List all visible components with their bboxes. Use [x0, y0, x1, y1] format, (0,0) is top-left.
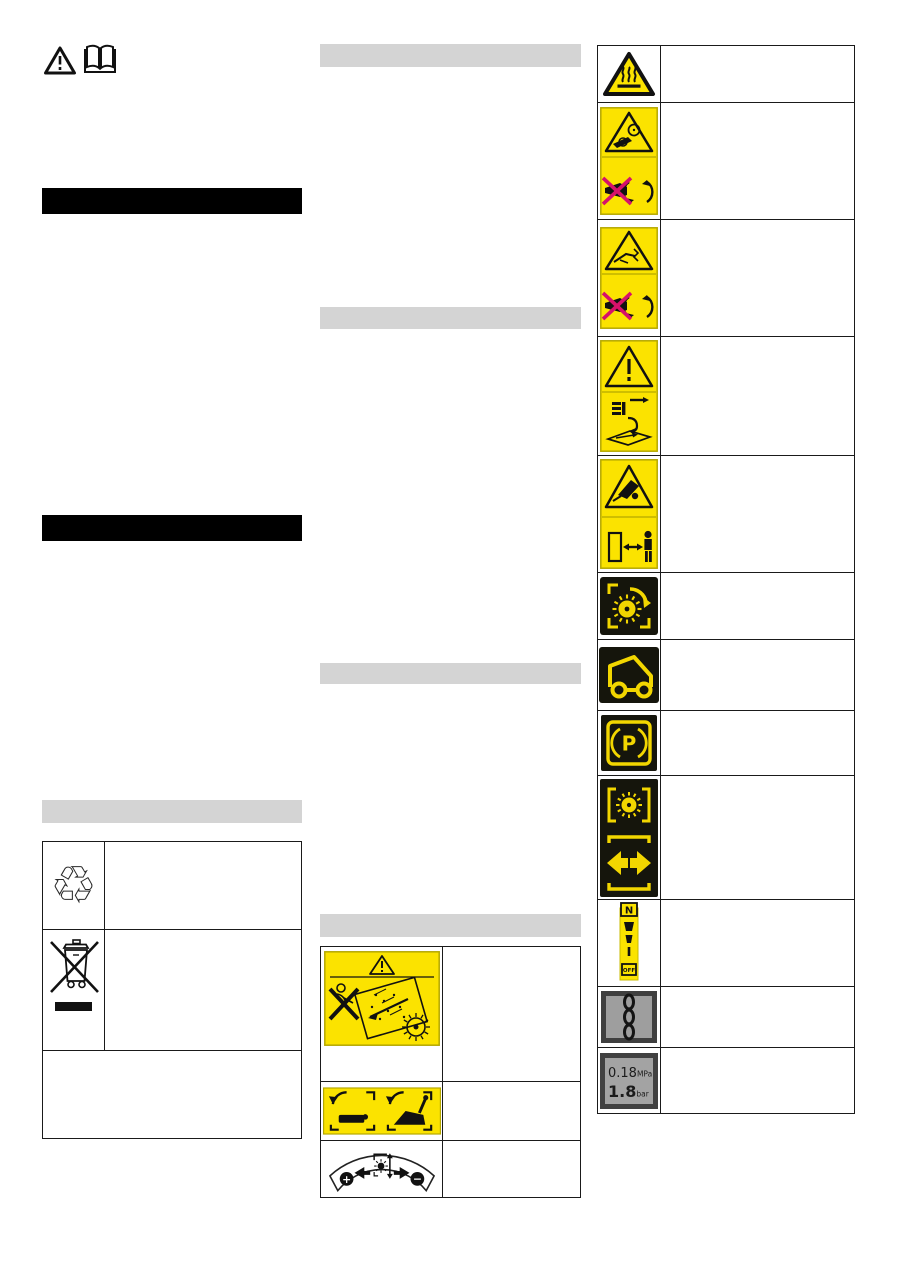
plus-label: +	[341, 1172, 351, 1186]
symbol-cell	[43, 930, 105, 1050]
black-bar-mark	[55, 1002, 92, 1011]
symbol-cell	[598, 456, 661, 572]
disposal-symbols-table	[42, 841, 302, 1139]
description-cell	[661, 640, 854, 710]
flying-debris-warning-sticker	[324, 951, 440, 1046]
subsection-heading-bar-gray-m1	[320, 44, 581, 67]
subsection-heading-bar-gray-m2	[320, 307, 581, 329]
hot-surface-warning-icon	[602, 51, 656, 98]
table-row	[598, 573, 854, 640]
symbol-cell	[598, 337, 661, 455]
symbol-cell	[598, 987, 661, 1047]
parking-brake-symbol-icon	[601, 715, 657, 771]
description-cell	[661, 987, 854, 1047]
pressure-mpa-unit: MPa	[636, 1069, 653, 1078]
off-label: OFF	[622, 968, 636, 974]
symbol-cell	[598, 900, 661, 986]
symbol-cell	[321, 1141, 443, 1197]
symbol-cell	[43, 842, 105, 929]
table-row	[598, 456, 854, 573]
subsection-heading-bar-gray-m3	[320, 663, 581, 684]
table-row	[598, 900, 854, 987]
table-row	[321, 947, 580, 1082]
machine-tilt-positions-sticker	[323, 1087, 441, 1135]
table-row	[321, 1082, 580, 1141]
description-cell	[443, 1141, 580, 1197]
symbol-cell	[598, 46, 661, 102]
table-row	[598, 776, 854, 900]
description-cell	[443, 1082, 580, 1140]
table-row	[598, 1048, 854, 1113]
tie-down-chain-symbol-icon	[601, 991, 657, 1043]
symbol-cell	[598, 640, 661, 710]
warning-triangle-icon	[43, 45, 77, 76]
brush-contact-pressure-dial-sticker	[325, 1146, 439, 1192]
brush-rotation-symbol-icon	[600, 577, 658, 635]
hand-crush-roller-warning-sticker	[600, 107, 658, 215]
warning-symbols-table	[597, 45, 855, 1114]
description-cell	[105, 930, 301, 1050]
sweeper-machine-symbol-icon	[599, 647, 659, 703]
tipping-hazard-keep-distance-sticker	[600, 459, 658, 569]
table-row	[598, 711, 854, 776]
neutral-label: N	[624, 905, 634, 917]
table-row	[598, 220, 854, 337]
pressure-bar-value: 1.8	[608, 1081, 637, 1101]
table-row	[598, 337, 854, 456]
symbol-cell	[598, 103, 661, 219]
table-row	[43, 842, 301, 930]
description-cell	[661, 46, 854, 102]
symbol-cell	[598, 1048, 661, 1113]
description-cell	[661, 456, 854, 572]
read-operating-manual-icon	[81, 43, 119, 76]
description-cell	[661, 1048, 854, 1113]
description-cell	[661, 900, 854, 986]
section-heading-bar-black-1	[42, 188, 302, 214]
drive-lever-neutral-off-sticker	[616, 901, 642, 985]
symbol-cell	[321, 1082, 443, 1140]
pressure-mpa-value: 0.18	[608, 1065, 637, 1081]
table-row	[598, 103, 854, 220]
symbol-cell	[598, 573, 661, 639]
note-cell	[43, 1051, 301, 1138]
symbol-cell	[598, 711, 661, 775]
table-row	[598, 987, 854, 1048]
subsection-heading-bar-gray-m4	[320, 914, 581, 937]
table-row	[43, 930, 301, 1051]
symbol-cell	[598, 220, 661, 336]
description-cell	[661, 573, 854, 639]
parking-brake-label: P	[621, 731, 637, 756]
minus-label: −	[412, 1172, 422, 1186]
table-row-merged	[43, 1051, 301, 1138]
description-cell	[661, 103, 854, 219]
table-row	[321, 1141, 580, 1197]
description-cell	[443, 947, 580, 1081]
warning-read-instructions-sticker	[600, 340, 658, 452]
description-cell	[105, 842, 301, 929]
pressure-bar-unit: bar	[636, 1089, 649, 1098]
hand-injury-rotating-brush-warning-sticker	[600, 227, 658, 329]
symbol-cell	[321, 947, 443, 1081]
recycling-symbol-icon: ♲	[50, 855, 97, 916]
table-row	[598, 46, 854, 103]
subsection-heading-bar-gray-left	[42, 800, 302, 823]
crossed-out-waste-bin-icon	[46, 937, 102, 997]
table-row	[598, 640, 854, 711]
symbol-cell	[598, 776, 661, 899]
description-cell	[661, 220, 854, 336]
description-cell	[661, 337, 854, 455]
section-heading-bar-black-2	[42, 515, 302, 541]
description-cell	[661, 776, 854, 899]
brush-head-side-shift-symbol-icon	[600, 779, 658, 897]
tire-pressure-symbol-icon	[600, 1053, 658, 1109]
machine-sticker-table	[320, 946, 581, 1198]
description-cell	[661, 711, 854, 775]
